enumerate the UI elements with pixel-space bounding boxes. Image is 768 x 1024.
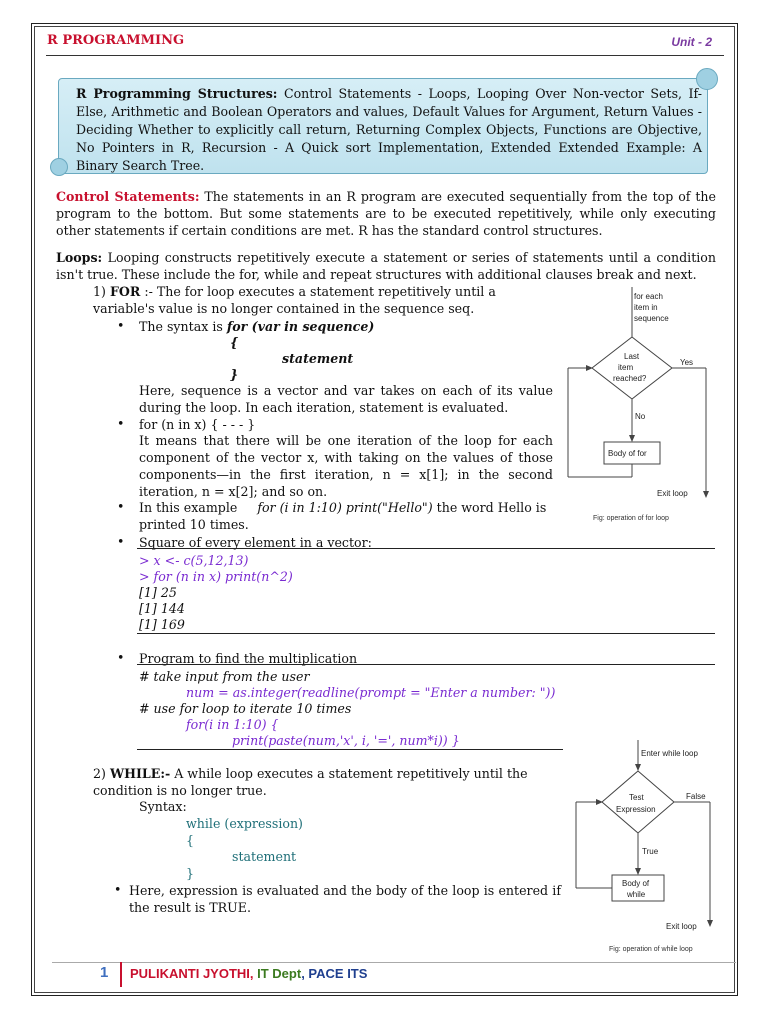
for-n-code: for (n in x) { - - - } [139, 417, 256, 432]
loops-heading: Loops: [56, 250, 103, 265]
mult-code-line: for(i in 1:10) { [186, 717, 279, 732]
bullet-icon: • [117, 416, 125, 431]
while-code-line: statement [232, 849, 297, 864]
fig-for-yes: Yes [680, 358, 694, 367]
footer-divider [120, 962, 122, 987]
code-rule [137, 664, 715, 665]
while-note: Here, expression is evaluated and the body of the loop is entered if the result is TRUE. [129, 883, 561, 915]
bullet-icon: • [117, 650, 125, 665]
square-output-line: [1] 169 [139, 617, 185, 632]
code-rule [137, 633, 715, 634]
fig-while-true: True [642, 847, 659, 856]
mult-code-line: print(paste(num,'x', i, '=', num*i)) } [232, 733, 460, 748]
while-num: 2) [93, 766, 110, 781]
for-example [139, 499, 553, 533]
footer-author: PULIKANTI JYOTHI, [130, 966, 254, 981]
while-title: WHILE:- [109, 766, 171, 781]
syntax-code: for (var in sequence) [226, 319, 375, 334]
footer-rule [52, 962, 736, 963]
bullet-icon: • [117, 499, 125, 514]
fig-while-body2: while [627, 890, 646, 899]
intro-scroll-box [50, 68, 718, 176]
control-body: The statements in an R program are executed sequentially from the top of the program to the bottom. But some statements are to be executed repetitively, while only executing other statements if certain conditions are met. R has the standard control structures. [56, 189, 716, 238]
scroll-curl-icon [50, 158, 68, 176]
example-code: for (i in 1:10) print("Hello") [257, 500, 433, 515]
for-n-explanation: It means that there will be one iteration of the loop for each component of the vector x, with taking on the values of those components—in the first iteration, n = x[1]; in the second iteration, n = x[2]; and so on. [139, 433, 553, 499]
mult-comment: # take input from the user [139, 669, 310, 684]
fig-while-body1: Body of [622, 879, 650, 888]
page-number: 1 [100, 964, 109, 981]
fig-while-cond2: Expression [616, 805, 656, 814]
for-loop-flowchart [560, 285, 722, 505]
square-code-line: > x <- c(5,12,13) [139, 553, 249, 568]
fig-for-no: No [635, 412, 646, 421]
for-intro [93, 283, 553, 317]
example-tail: the word Hello is printed 10 times. [139, 500, 547, 532]
footer-text [130, 966, 367, 981]
while-code-line: } [186, 866, 195, 881]
syntax-explanation: Here, sequence is a vector and var takes on each of its value during the loop. In each iteration, statement is evaluated. [139, 383, 553, 415]
while-loop-flowchart [570, 738, 730, 938]
syntax-brace-open: { [230, 335, 239, 350]
while-code-line: while (expression) [186, 816, 303, 831]
fig-while-exit: Exit loop [666, 922, 697, 931]
while-intro [93, 765, 533, 799]
bullet-icon: • [114, 882, 122, 897]
fig-for-caption: Fig: operation of for loop [593, 515, 669, 522]
header-subject: R PROGRAMMING [47, 33, 185, 48]
square-code-line: > for (n in x) print(n^2) [139, 569, 293, 584]
fig-for-cond3: reached? [613, 374, 647, 383]
control-heading: Control Statements: [56, 189, 200, 204]
fig-while-cond1: Test [629, 793, 644, 802]
mult-label: Program to find the multiplication [139, 651, 358, 666]
example-label: In this example [139, 500, 238, 515]
header-rule [46, 55, 724, 56]
fig-while-enter: Enter while loop [641, 749, 698, 758]
loops-para [56, 249, 716, 283]
for-title: FOR [109, 284, 141, 299]
intro-heading: R Programming Structures: [76, 86, 278, 101]
mult-comment: # use for loop to iterate 10 times [139, 701, 352, 716]
code-rule [137, 548, 715, 549]
syntax-label: The syntax is [139, 319, 227, 334]
fig-while-false: False [686, 792, 706, 801]
intro-body: Control Statements - Loops, Looping Over Non-vector Sets, If-Else, Arithmetic and Boolean Operators and values, Default Values for Argument, Return Values - Deciding Whether to explicitly call return, Returning Complex Objects, Functions are Objective, No Pointers in R, Recursion - A Quick sort Implementation, Extended Extended Example: A Binary Search Tree. [76, 86, 702, 173]
fig-for-cond1: Last [624, 352, 640, 361]
footer-comma: , [301, 966, 305, 981]
for-desc: :- The for loop executes a statement repetitively until a variable's value is no longer contained in the sequence seq. [93, 284, 496, 316]
header-unit: Unit - 2 [671, 35, 712, 49]
while-syntax-label: Syntax: [139, 799, 187, 814]
fig-for-top: for each [634, 292, 663, 301]
for-num: 1) [93, 284, 110, 299]
fig-for-top2: item in [634, 303, 658, 312]
bullet-icon: • [117, 318, 125, 333]
fig-for-exit: Exit loop [657, 489, 688, 498]
square-label: Square of every element in a vector: [139, 535, 372, 550]
while-code-line: { [186, 833, 195, 848]
intro-text [76, 85, 702, 175]
control-statements-para [56, 188, 716, 239]
square-output-line: [1] 144 [139, 601, 185, 616]
fig-for-top3: sequence [634, 314, 669, 323]
code-rule [137, 749, 563, 750]
fig-for-body: Body of for [608, 449, 647, 458]
for-syntax-line [139, 318, 559, 335]
loops-body: Looping constructs repetitively execute a statement or series of statements until a condition isn't true. These include the for, while and repeat structures with additional clauses break and next. [56, 250, 716, 282]
while-desc: A while loop executes a statement repetitively until the condition is no longer true. [93, 766, 528, 798]
syntax-brace-close: } [230, 367, 239, 382]
syntax-statement: statement [282, 351, 354, 366]
fig-while-caption: Fig: operation of while loop [609, 946, 693, 953]
fig-for-cond2: item [618, 363, 634, 372]
footer-dept: IT Dept [253, 966, 302, 981]
mult-code-line: num = as.integer(readline(prompt = "Enter a number: ")) [186, 685, 556, 700]
footer-college: PACE ITS [304, 966, 368, 981]
square-output-line: [1] 25 [139, 585, 177, 600]
bullet-icon: • [117, 534, 125, 549]
